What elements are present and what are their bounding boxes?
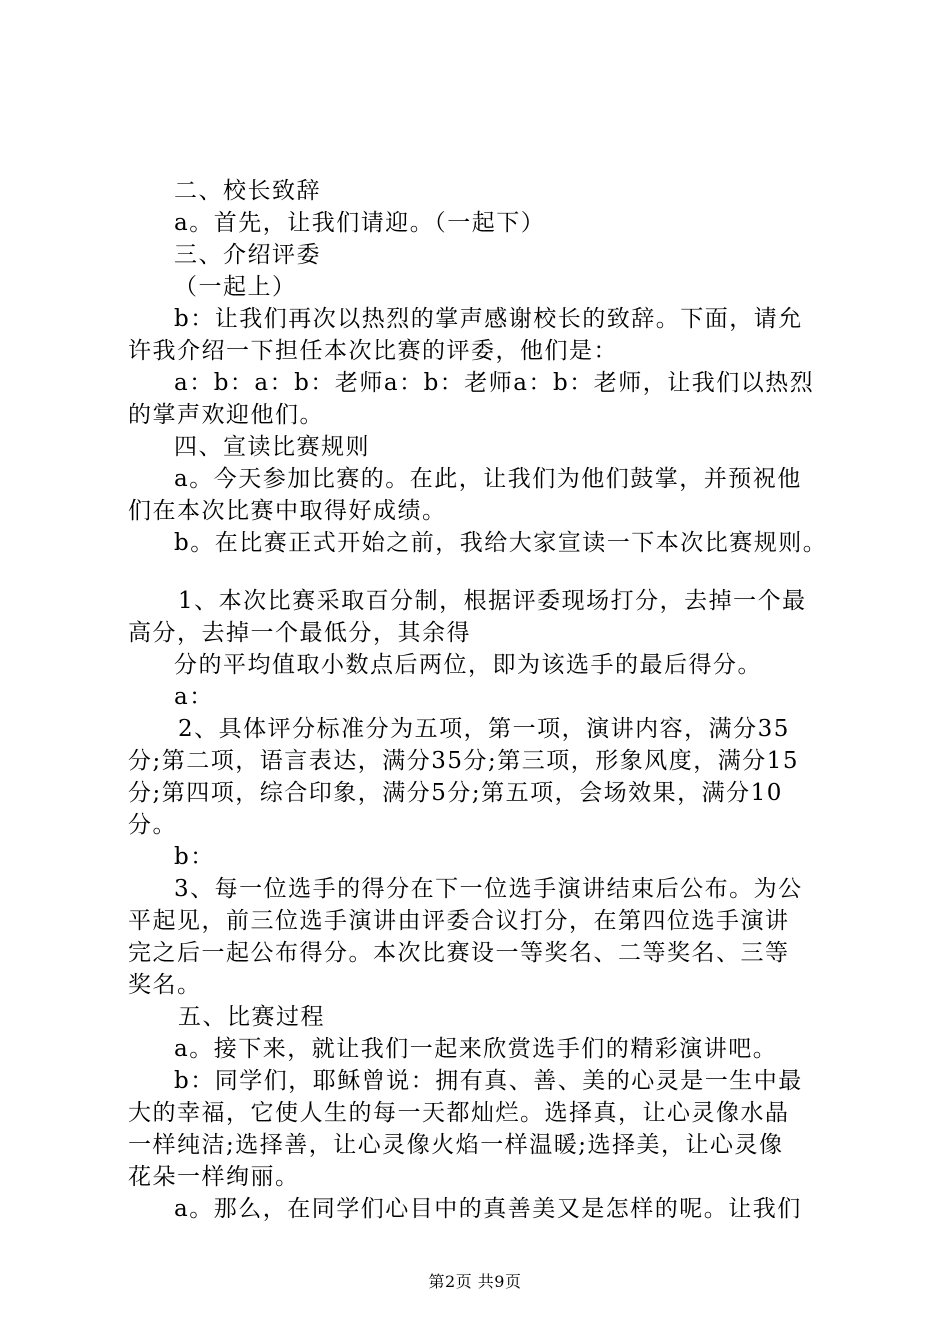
speaker-label: a： xyxy=(174,684,214,710)
paragraph-line: 分;第二项，语言表达，满分35分;第三项，形象风度，满分15 xyxy=(128,748,800,774)
page-number-footer: 第2页 共9页 xyxy=(428,1272,522,1291)
paragraph-line: a。今天参加比赛的。在此，让我们为他们鼓掌，并预祝他 xyxy=(174,466,802,492)
section-heading: 三、介绍评委 xyxy=(174,242,321,268)
section-heading: 五、比赛过程 xyxy=(178,1004,325,1030)
paragraph-line: 平起见，前三位选手演讲由评委合议打分，在第四位选手演讲 xyxy=(128,908,790,934)
paragraph-line: 大的幸福，它使人生的每一天都灿烂。选择真，让心灵像水晶 xyxy=(128,1100,790,1126)
paragraph-gap xyxy=(128,559,838,585)
paragraph-line: 花朵一样绚丽。 xyxy=(128,1164,300,1190)
paragraph-line: 奖名。 xyxy=(128,972,202,998)
paragraph-line: a：b：a：b：老师a：b：老师a：b：老师，让我们以热烈 xyxy=(174,370,815,396)
speaker-label: b： xyxy=(174,844,215,870)
paragraph-line: 的掌声欢迎他们。 xyxy=(128,402,324,428)
paragraph-line: 高分，去掉一个最低分，其余得 xyxy=(128,620,471,646)
paragraph-line: b：让我们再次以热烈的掌声感谢校长的致辞。下面，请允 xyxy=(174,306,803,332)
rule-item: 2、具体评分标准分为五项，第一项，演讲内容，满分35 xyxy=(178,716,790,742)
paragraph-line: （一起上） xyxy=(174,274,297,300)
paragraph-line: a。首先，让我们请迎。（一起下） xyxy=(174,210,546,236)
section-heading: 二、校长致辞 xyxy=(174,178,321,204)
paragraph-line: 许我介绍一下担任本次比赛的评委，他们是： xyxy=(128,338,618,364)
paragraph-line: b。在比赛正式开始之前，我给大家宣读一下本次比赛规则。 xyxy=(174,530,828,556)
paragraph-line: b：同学们，耶稣曾说：拥有真、善、美的心灵是一生中最 xyxy=(174,1068,803,1094)
paragraph-line: a。接下来，就让我们一起来欣赏选手们的精彩演讲吧。 xyxy=(174,1036,778,1062)
paragraph-line: 分;第四项，综合印象，满分5分;第五项，会场效果，满分10 xyxy=(128,780,783,806)
paragraph-line: 一样纯洁;选择善，让心灵像火焰一样温暖;选择美，让心灵像 xyxy=(128,1132,784,1158)
rule-item: 1、本次比赛采取百分制，根据评委现场打分，去掉一个最 xyxy=(178,588,807,614)
paragraph-line: 们在本次比赛中取得好成绩。 xyxy=(128,498,447,524)
paragraph-line: a。那么，在同学们心目中的真善美又是怎样的呢。让我们 xyxy=(174,1196,802,1222)
document-body xyxy=(128,175,838,1225)
paragraph-line: 完之后一起公布得分。本次比赛设一等奖名、二等奖名、三等 xyxy=(128,940,790,966)
section-heading: 四、宣读比赛规则 xyxy=(174,434,370,460)
rule-item: 3、每一位选手的得分在下一位选手演讲结束后公布。为公 xyxy=(174,876,803,902)
paragraph-line: 分的平均值取小数点后两位，即为该选手的最后得分。 xyxy=(174,652,762,678)
paragraph-line: 分。 xyxy=(128,812,177,838)
